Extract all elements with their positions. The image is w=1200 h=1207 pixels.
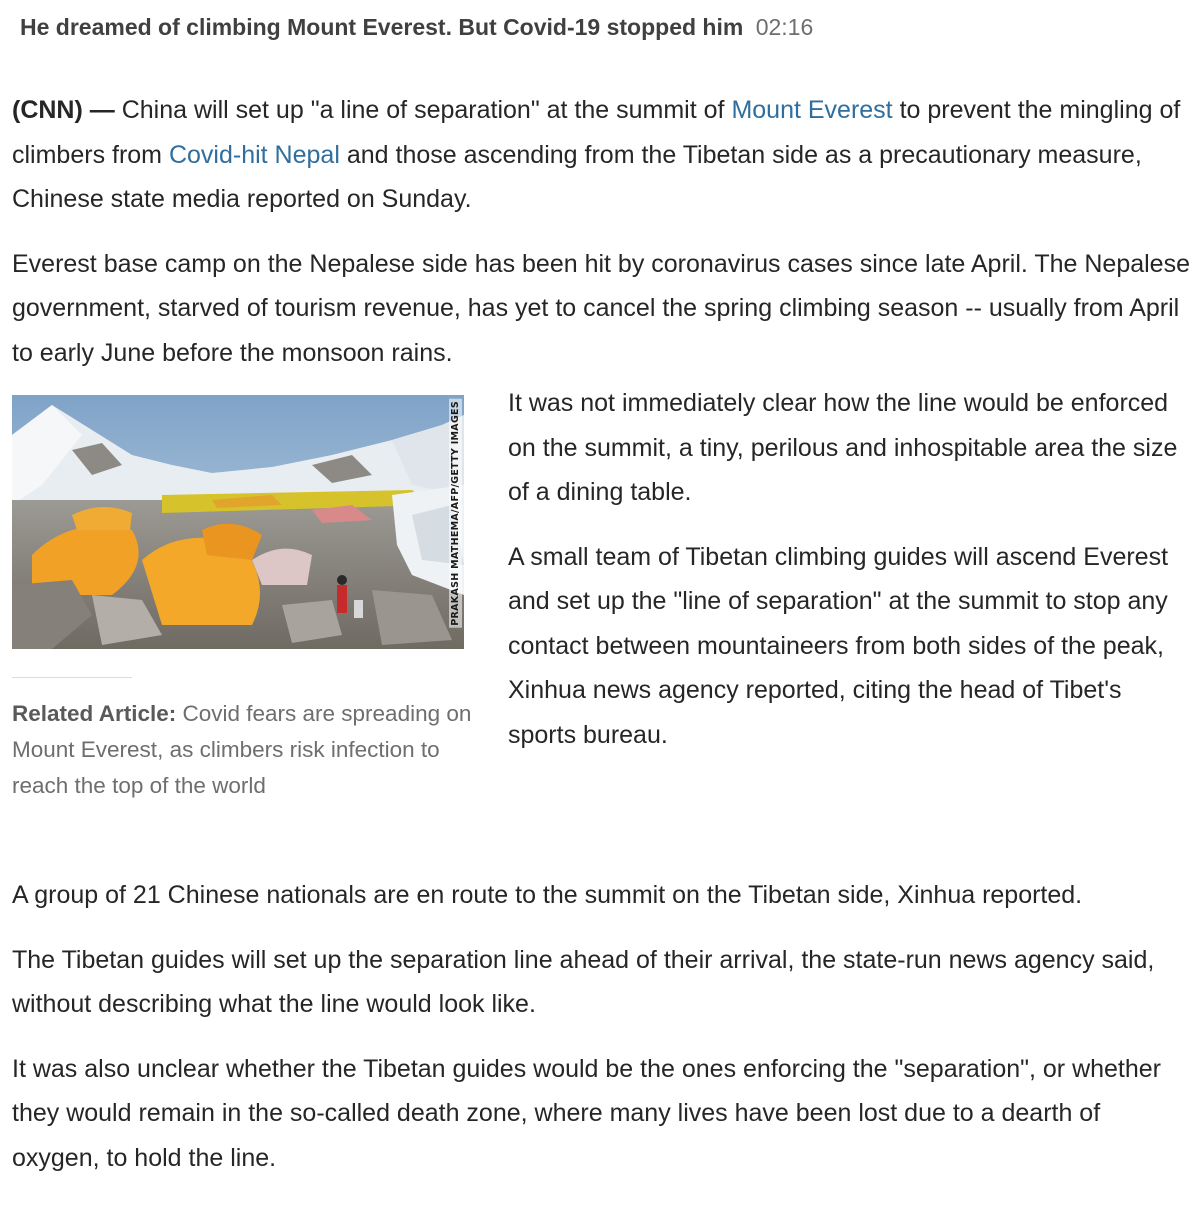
paragraph-nationals: A group of 21 Chinese nationals are en route to the summit on the Tibetan side, Xinhua reported. [12, 881, 1083, 909]
paragraph-death-zone: It was also unclear whether the Tibetan guides would be the ones enforcing the "separation", or whether they would remain in the so-called death zone, where many lives have been lost due to a dearth of oxygen, to hold the line. [12, 1054, 1162, 1172]
related-divider [12, 677, 132, 678]
video-title[interactable]: He dreamed of climbing Mount Everest. But Covid-19 stopped him [20, 14, 744, 40]
link-covid-hit-nepal[interactable]: Covid-hit Nepal [168, 140, 340, 169]
split-section [12, 389, 1192, 873]
related-article-label: Related Article: [12, 701, 177, 726]
related-article-text[interactable]: Covid fears are spreading on Mount Everest, as climbers risk infection to reach the top of the world [12, 701, 472, 798]
intro-text-2: to prevent the mingling of climbers from [12, 96, 1181, 169]
article-body [12, 88, 1192, 1200]
base-camp-photo[interactable] [12, 395, 464, 649]
related-article-card[interactable] [12, 395, 472, 804]
dateline: (CNN) — [12, 96, 115, 124]
video-headline-bar[interactable] [20, 10, 813, 44]
side-column-text [508, 381, 1192, 777]
paragraph-base-camp: Everest base camp on the Nepalese side has been hit by coronavirus cases since late April. The Nepalese government, starved of tourism revenue, has yet to cancel the spring climbing season -- usually from April to early June before the monsoon rains. [12, 249, 1190, 367]
photo-credit: PRAKASH MATHEMA/AFP/GETTY IMAGES [450, 401, 461, 626]
photo-illustration [12, 395, 464, 649]
link-mount-everest[interactable]: Mount Everest [731, 96, 893, 124]
paragraph-intro [12, 88, 1192, 222]
paragraph-enforcement: It was not immediately clear how the line would be enforced on the summit, a tiny, perilous and inhospitable area the size of a dining table. [508, 389, 1178, 506]
paragraph-separation-line: The Tibetan guides will set up the separation line ahead of their arrival, the state-run news agency said, without describing what the line would look like. [12, 945, 1155, 1018]
intro-text-1: China will set up "a line of separation" at the summit of [114, 96, 732, 124]
intro-text-3: and those ascending from the Tibetan side as a precautionary measure, Chinese state media reported on Sunday. [12, 140, 1142, 213]
video-duration: 02:16 [755, 14, 814, 40]
related-article-link[interactable] [12, 696, 472, 804]
paragraph-guides: A small team of Tibetan climbing guides will ascend Everest and set up the "line of separation" at the summit to stop any contact between mountaineers from both sides of the peak, Xinhua news agency reported, citing the head of Tibet's sports bureau. [508, 542, 1169, 749]
